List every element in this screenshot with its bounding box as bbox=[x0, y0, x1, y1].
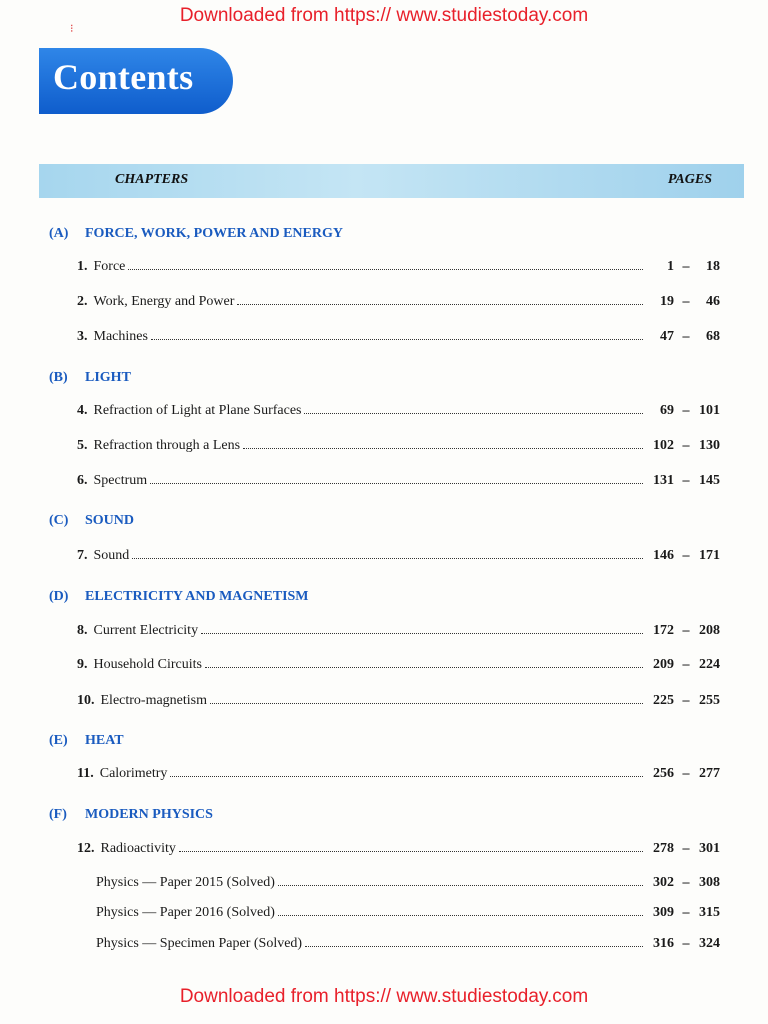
section-heading-b bbox=[49, 370, 131, 386]
section-letter: (B) bbox=[49, 370, 68, 385]
section-name: LIGHT bbox=[85, 370, 131, 385]
page-range: 19 – 46 bbox=[660, 294, 720, 309]
page-range: 47 – 68 bbox=[660, 329, 720, 344]
dot-leader bbox=[150, 483, 643, 484]
chapter-title: Household Circuits bbox=[93, 657, 202, 672]
corner-mark: ⁝ bbox=[70, 23, 74, 35]
chapter-number: 2. bbox=[77, 294, 88, 309]
toc-entry[interactable] bbox=[77, 693, 720, 713]
dot-leader bbox=[210, 703, 643, 704]
chapter-number: 4. bbox=[77, 403, 88, 418]
page-range: 316 – 324 bbox=[653, 936, 720, 951]
section-heading-f bbox=[49, 807, 213, 823]
chapter-number: 12. bbox=[77, 841, 95, 856]
download-watermark-top: Downloaded from https:// www.studiestoday.com bbox=[179, 5, 589, 26]
page-range: 225 – 255 bbox=[653, 693, 720, 708]
page-range: 302 – 308 bbox=[653, 875, 720, 890]
chapter-title: Sound bbox=[93, 548, 130, 563]
page-range: 309 – 315 bbox=[653, 905, 720, 920]
chapter-number: 6. bbox=[77, 473, 88, 488]
dot-leader bbox=[237, 304, 643, 305]
page-range: 131 – 145 bbox=[653, 473, 720, 488]
chapter-number: 7. bbox=[77, 548, 88, 563]
page-range: 172 – 208 bbox=[653, 623, 720, 638]
chapter-number: 11. bbox=[77, 766, 94, 781]
section-letter: (C) bbox=[49, 513, 69, 528]
chapter-title: Force bbox=[93, 259, 126, 274]
chapter-number: 9. bbox=[77, 657, 88, 672]
chapter-title: Current Electricity bbox=[93, 623, 199, 638]
toc-entry[interactable] bbox=[77, 473, 720, 493]
toc-entry[interactable] bbox=[77, 294, 720, 314]
page-range: 146 – 171 bbox=[653, 548, 720, 563]
download-watermark-bottom: Downloaded from https:// www.studiestoday.com bbox=[179, 986, 589, 1007]
page-range: 69 – 101 bbox=[660, 403, 720, 418]
chapter-title: Refraction through a Lens bbox=[93, 438, 241, 453]
table-header-bar bbox=[39, 164, 744, 198]
chapter-number: 3. bbox=[77, 329, 88, 344]
section-letter: (D) bbox=[49, 589, 69, 604]
section-letter: (F) bbox=[49, 807, 67, 822]
section-name: FORCE, WORK, POWER AND ENERGY bbox=[85, 226, 343, 241]
page-title: Contents bbox=[53, 57, 194, 97]
chapter-title: Physics — Specimen Paper (Solved) bbox=[96, 936, 303, 951]
toc-entry[interactable] bbox=[77, 657, 720, 677]
chapter-title: Electro-magnetism bbox=[100, 693, 208, 708]
toc-entry[interactable] bbox=[77, 623, 720, 643]
toc-entry[interactable] bbox=[77, 841, 720, 861]
toc-entry[interactable] bbox=[77, 329, 720, 349]
section-letter: (E) bbox=[49, 733, 68, 748]
dot-leader bbox=[243, 448, 643, 449]
dot-leader bbox=[151, 339, 643, 340]
chapter-title: Spectrum bbox=[93, 473, 148, 488]
chapters-column-header: CHAPTERS bbox=[115, 172, 189, 187]
section-heading-c bbox=[49, 513, 134, 529]
dot-leader bbox=[304, 413, 643, 414]
chapter-title: Machines bbox=[93, 329, 148, 344]
dot-leader bbox=[170, 776, 643, 777]
page-range: 1 – 18 bbox=[667, 259, 720, 274]
section-heading-a bbox=[49, 226, 343, 242]
dot-leader bbox=[132, 558, 643, 559]
pages-column-header: PAGES bbox=[667, 172, 712, 187]
toc-entry[interactable] bbox=[96, 905, 720, 925]
chapter-title: Work, Energy and Power bbox=[93, 294, 235, 309]
dot-leader bbox=[278, 885, 643, 886]
toc-entry[interactable] bbox=[77, 403, 720, 423]
chapter-number: 10. bbox=[77, 693, 95, 708]
dot-leader bbox=[305, 946, 643, 947]
chapter-title: Physics — Paper 2016 (Solved) bbox=[96, 905, 275, 920]
section-name: HEAT bbox=[85, 733, 124, 748]
page-range: 256 – 277 bbox=[653, 766, 720, 781]
toc-entry[interactable] bbox=[96, 936, 720, 956]
section-name: ELECTRICITY AND MAGNETISM bbox=[85, 589, 309, 604]
dot-leader bbox=[128, 269, 643, 270]
dot-leader bbox=[205, 667, 643, 668]
toc-entry[interactable] bbox=[77, 259, 720, 279]
chapter-number: 8. bbox=[77, 623, 88, 638]
chapter-title: Refraction of Light at Plane Surfaces bbox=[93, 403, 302, 418]
chapter-number: 5. bbox=[77, 438, 88, 453]
page-range: 102 – 130 bbox=[653, 438, 720, 453]
dot-leader bbox=[201, 633, 643, 634]
chapter-title: Calorimetry bbox=[99, 766, 168, 781]
page-range: 209 – 224 bbox=[653, 657, 720, 672]
toc-entry[interactable] bbox=[77, 548, 720, 568]
toc-entry[interactable] bbox=[96, 875, 720, 895]
toc-entry[interactable] bbox=[77, 438, 720, 458]
dot-leader bbox=[179, 851, 643, 852]
section-heading-e bbox=[49, 733, 124, 749]
section-letter: (A) bbox=[49, 226, 69, 241]
chapter-title: Physics — Paper 2015 (Solved) bbox=[96, 875, 275, 890]
section-name: MODERN PHYSICS bbox=[85, 807, 213, 822]
chapter-title: Radioactivity bbox=[100, 841, 176, 856]
section-name: SOUND bbox=[85, 513, 135, 528]
chapter-number: 1. bbox=[77, 259, 88, 274]
section-heading-d bbox=[49, 589, 309, 605]
toc-entry[interactable] bbox=[77, 766, 720, 786]
page-range: 278 – 301 bbox=[653, 841, 720, 856]
dot-leader bbox=[278, 915, 643, 916]
